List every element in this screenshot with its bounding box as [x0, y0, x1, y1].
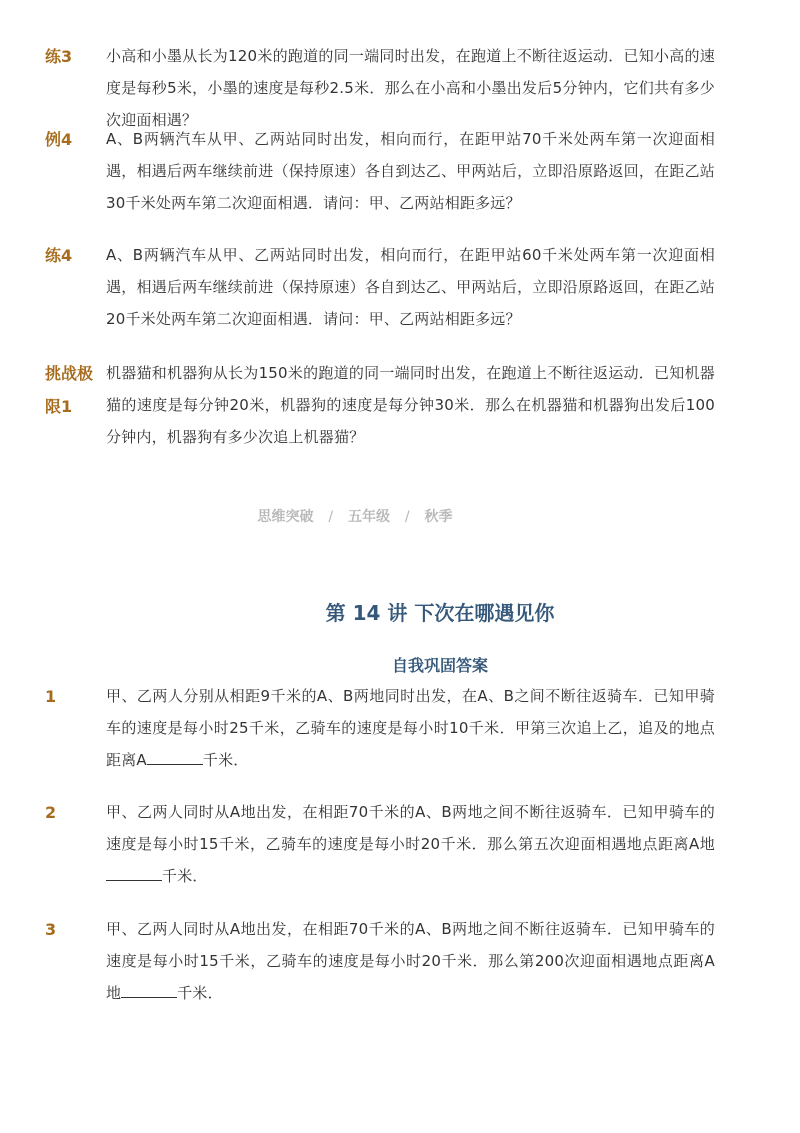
problem-label: 练4: [45, 246, 73, 265]
answer-text-after: 千米．: [202, 751, 249, 769]
answer-label: 1: [45, 687, 57, 706]
answer-blank: [121, 983, 177, 998]
answer-label: 2: [45, 803, 57, 822]
problem-label-line2: 限1: [45, 397, 73, 416]
answer-label: 3: [45, 920, 57, 939]
answer-blank: [106, 866, 162, 881]
footer-separator: /: [328, 509, 334, 525]
answer-text: [106, 796, 715, 892]
footer-separator: /: [404, 509, 410, 525]
footer-series: 思维突破: [257, 509, 314, 525]
problem-text: 机器猫和机器狗从长为150米的跑道的同一端同时出发，在跑道上不断往返运动．已知机器猫的速度是每分钟20米，机器狗的速度是每分钟30米．那么在机器猫和机器狗出发后100分钟内，机器狗有多少次追上机器猫？: [106, 364, 715, 446]
section-title: 自我巩固答案: [391, 656, 488, 675]
answer-text-before: 甲、乙两人同时从A地出发，在相距70千米的A、B两地之间不断往返骑车．已知甲骑车的速度是每小时15千米，乙骑车的速度是每小时20千米．那么第五次迎面相遇地点距离A地: [106, 803, 715, 853]
answer-text-after: 千米．: [177, 984, 223, 1002]
lecture-title: 第 14 讲 下次在哪遇见你: [325, 601, 555, 625]
problem-label-line1: 挑战极: [45, 364, 94, 383]
answer-text: [106, 680, 715, 776]
problem-label: [45, 357, 101, 423]
answer-text: [106, 913, 715, 1009]
footer-season: 秋季: [424, 509, 453, 525]
answer-text-after: 千米．: [162, 867, 208, 885]
problem-text: A、B两辆汽车从甲、乙两站同时出发，相向而行，在距甲站60千米处两车第一次迎面相遇，相遇后两车继续前进（保持原速）各自到达乙、甲两站后，立即沿原路返回，在距乙站20千米处两车第二次迎面相遇．请问：甲、乙两站相距多远？: [106, 246, 715, 328]
answer-text-before: 甲、乙两人同时从A地出发，在相距70千米的A、B两地之间不断往返骑车．已知甲骑车的速度是每小时15千米，乙骑车的速度是每小时20千米．那么第200次迎面相遇地点距离A地: [106, 920, 715, 1002]
page-footer: [0, 506, 710, 526]
problem-text: A、B两辆汽车从甲、乙两站同时出发，相向而行，在距甲站70千米处两车第一次迎面相遇，相遇后两车继续前进（保持原速）各自到达乙、甲两站后，立即沿原路返回，在距乙站30千米处两车第二次迎面相遇．请问：甲、乙两站相距多远？: [106, 130, 715, 212]
problem-label: 例4: [45, 130, 73, 149]
footer-grade: 五年级: [348, 509, 390, 525]
problem-text: 小高和小墨从长为120米的跑道的同一端同时出发，在跑道上不断往返运动．已知小高的速度是每秒5米，小墨的速度是每秒2.5米．那么在小高和小墨出发后5分钟内，它们共有多少次迎面相遇？: [106, 47, 715, 129]
answer-blank: [147, 750, 203, 765]
answer-text-before: 甲、乙两人分别从相距9千米的A、B两地同时出发，在A、B之间不断往返骑车．已知甲骑车的速度是每小时25千米，乙骑车的速度是每小时10千米．甲第三次追上乙，追及的地点距离A: [106, 687, 715, 769]
problem-label: 练3: [45, 47, 73, 66]
